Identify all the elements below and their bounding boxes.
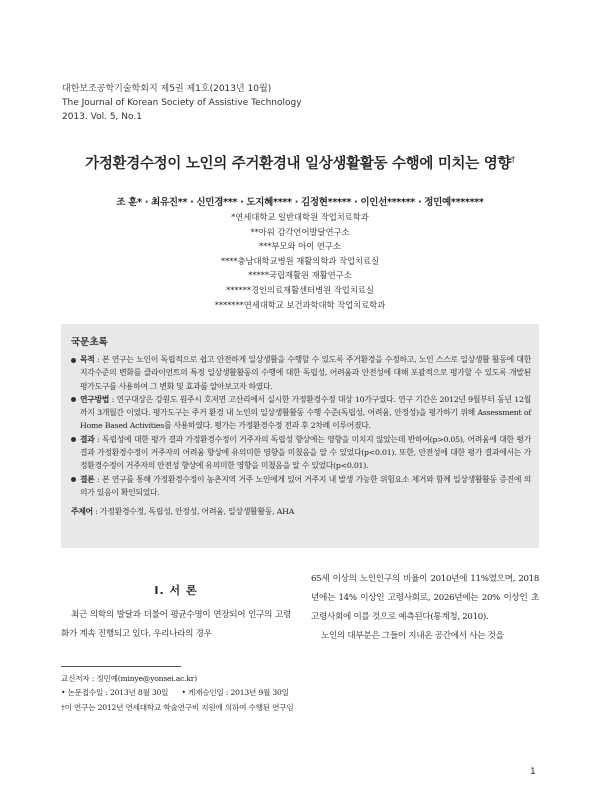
title-footnote-mark: † xyxy=(511,155,515,165)
journal-header xyxy=(62,82,302,124)
paper-title-text: 가정환경수정이 노인의 주거환경내 일상생활활동 수행에 미치는 영향 xyxy=(85,156,512,172)
body-paragraph: 노인의 대부분은 그들이 지내온 공간에서 사는 것을 xyxy=(321,631,504,641)
dates xyxy=(61,686,361,700)
footnote-label: • 게재승인일 xyxy=(181,688,224,698)
keywords xyxy=(71,506,531,517)
abstract-item-text: : 본 연구를 통해 가정환경수정이 농촌지역 거주 노인에게 있어 거주지 내 발생 가능한 위험요소 제거와 함께 일상생활활동 증진에 의의가 있음이 확인되었다. xyxy=(80,474,531,497)
footnote-text: : 2013년 9월 30일 xyxy=(223,688,289,698)
footnote-label: 교신저자 xyxy=(61,674,90,683)
abstract-purpose xyxy=(71,353,531,393)
section-title: I. 서 론 xyxy=(154,584,198,597)
author-list: 조 훈* · 최유진** · 신민경*** · 도지혜**** · 김정현***** · 이인선****** · 정민예******* xyxy=(116,197,484,208)
abstract-item-label: 결과 xyxy=(80,434,95,444)
abstract-item-label: 결론 xyxy=(80,474,95,484)
bullet-icon xyxy=(71,397,76,402)
body-paragraph: 최근 의학의 발달과 더불어 평균수명이 연장되어 인구의 고령화가 계속 진행되고 있다. 우리나라의 경우 xyxy=(61,610,291,639)
abstract-box xyxy=(61,324,539,548)
footnote-divider xyxy=(61,666,181,667)
footnotes xyxy=(61,672,361,715)
bullet-icon xyxy=(71,437,76,442)
journal-volume: 2013. Vol. 5, No.1 xyxy=(62,112,142,122)
funding-note: †이 연구는 2012년 연세대학교 학술연구비 지원에 의하여 수행된 연구임 xyxy=(61,702,294,712)
abstract-item-text: : 독립성에 대한 평가 결과 가정환경수정이 거주자의 독립성 향상에는 영향을 미치지 않았는데 반하여(p>0.05), 어려움에 대한 평가 결과 가정환경수정이 거주자의 어려움 향상에 유의미한 영향을 미쳤음을 알 수 있었다(p<0.01). 또한, 안전성에 대한 평가 결과에서는 가정환경수정이 거주자의 안전성 향상에 유의미한 영향을 미쳤음을 알 수 있었다(p<0.01). xyxy=(80,434,531,471)
corresponding-author xyxy=(61,672,361,686)
affiliation: ***부모와 아이 연구소 xyxy=(259,241,341,252)
footnote-text: : 2013년 8월 30일 xyxy=(103,688,169,698)
affiliation: **아워 감각언어발달연구소 xyxy=(250,226,350,237)
journal-name-english: The Journal of Korean Society of Assistive Technology xyxy=(62,98,302,108)
abstract-item-text: : 연구대상은 강원도 원주시 호저면 고산리에서 실시한 가정환경수정 대상 10가구였다. 연구 기간은 2012년 9월부터 동년 12월까지 3개월간 이었다. 평가도구는 주거 환경 내 노인의 일상생활활동 수행 수준(독립성, 어려움, 안정성)을 평가하기 위해 Assessment of Home Based Activities를 사용하였다. 평가는 가정환경수정 전과 후 2차례 이루어졌다. xyxy=(80,394,531,431)
bullet-icon xyxy=(71,477,76,482)
body-paragraph: 65세 이상의 노인인구의 비율이 2010년에 11%였으며, 2018년에는 14% 이상인 고령사회로, 2026년에는 20% 이상인 초 고령사회에 이를 것으로 예측된다(통계청, 2010). xyxy=(311,574,539,622)
footnote-text: : 정민예(minye@yonsei.ac.kr) xyxy=(89,674,197,683)
abstract-heading: 국문초록 xyxy=(71,337,108,348)
abstract-item-label: 목적 xyxy=(80,355,95,364)
abstract-item-text: : 본 연구는 노인이 독립적으로 쉽고 안전하게 일상생활을 수행할 수 있도록 주거환경을 수정하고, 노인 스스로 일상생활 활동에 대한 지각수준의 변화를 클라이언트의 특정 일상생활활동의 수행에 대한 독립성, 어려움과 안전성에 대해 포괄적으로 평가할 수 있도록 개발된 평가도구를 사용하여 그 변화 및 효과를 알아보고자 하였다. xyxy=(80,355,531,391)
affiliation-list xyxy=(40,210,560,312)
right-column xyxy=(311,570,539,646)
left-column xyxy=(61,560,291,644)
abstract-item-label: 연구방법 xyxy=(80,394,110,404)
abstract-methods xyxy=(71,393,531,433)
affiliation: *****국립재활원 재활연구소 xyxy=(248,270,352,281)
keywords-label: 주제어 xyxy=(71,507,93,517)
page-number: 1 xyxy=(530,767,536,777)
abstract-conclusion xyxy=(71,473,531,500)
affiliation: ****충남대학교병원 재활의학과 작업치료실 xyxy=(220,255,380,266)
keywords-text: : 가정환경수정, 독립성, 안정성, 어려움, 일상생활활동, AHA xyxy=(93,507,295,517)
affiliation: *연세대학교 일반대학원 작업치료학과 xyxy=(231,212,369,222)
affiliation: *******연세대학교 보건과학대학 작업치료학과 xyxy=(214,299,386,310)
journal-issue-korean: 대한보조공학기술학회지 제5권 제1호(2013년 10월) xyxy=(62,84,272,94)
affiliation: ******경인의료재활센터병원 작업치료실 xyxy=(226,284,374,295)
footnote-label: • 논문접수일 xyxy=(61,688,104,698)
bullet-icon xyxy=(71,358,76,363)
abstract-results xyxy=(71,433,531,473)
paper-title xyxy=(40,152,560,173)
